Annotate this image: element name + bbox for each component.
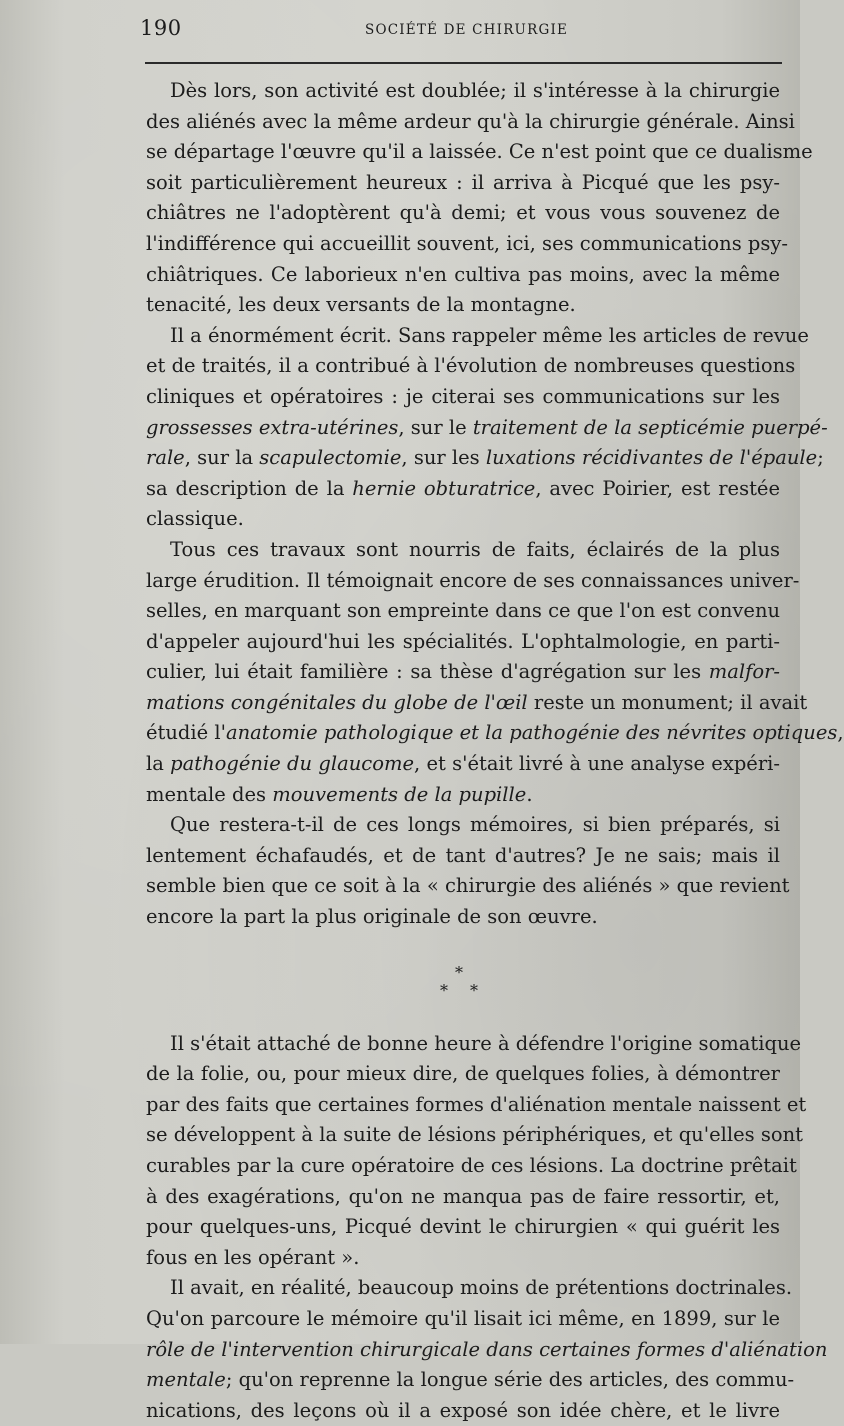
italic-run: rôle de l'intervention chirurgicale dans certaines formes d'aliénation [146, 1337, 828, 1361]
italic-run: hernie obturatrice [352, 476, 536, 500]
text-line [146, 1090, 807, 1121]
text-run: des aliénés avec la même ardeur qu'à la chirurgie générale. Ainsi [146, 109, 795, 133]
text-line [146, 627, 780, 658]
page-header [140, 16, 780, 46]
text-run: Il avait, en réalité, beaucoup moins de prétentions doctrinales. [170, 1276, 793, 1300]
text-line [146, 76, 780, 107]
italic-run: grossesses extra-utérines [146, 415, 399, 439]
text-run: fous en les opérant ». [146, 1245, 360, 1269]
text-line [146, 1151, 797, 1182]
text-line [146, 841, 780, 872]
text-line [146, 1212, 780, 1243]
text-run: étudié l' [146, 721, 226, 745]
header-rule [145, 62, 782, 64]
text-run: culier, lui était familière : sa thèse d'agrégation sur les [146, 660, 709, 684]
text-line [146, 229, 789, 260]
text-run: ; [817, 446, 824, 470]
italic-run: mations congénitales du globe de l'œil [146, 690, 528, 714]
text-run: Qu'on parcoure le mémoire qu'il lisait ici même, en 1899, sur le [146, 1306, 780, 1330]
text-run: soit particulièrement heureux : il arriva à Picqué que les psy- [146, 170, 780, 194]
text-run: de la folie, ou, pour mieux dire, de quelques folies, à démontrer [146, 1062, 780, 1086]
text-line [146, 1273, 793, 1304]
section-gap [146, 993, 780, 1029]
text-line [146, 351, 796, 382]
text-line [146, 382, 780, 413]
text-line [146, 1335, 828, 1366]
text-run: selles, en marquant son empreinte dans ce que l'on est convenu [146, 599, 781, 623]
text-run: , et s'était livré à une analyse expéri- [413, 752, 780, 776]
text-run: , avec Poirier, est restée [535, 476, 780, 500]
text-run: . [526, 782, 533, 806]
asterism-star: * [455, 962, 463, 982]
italic-run: scapulectomie [259, 446, 402, 470]
text-run: encore la part la plus originale de son œuvre. [146, 905, 598, 929]
text-line [146, 1182, 780, 1213]
text-line [146, 260, 780, 291]
text-run: et de traités, il a contribué à l'évolution de nombreuses questions [146, 354, 796, 378]
text-run: chiâtres ne l'adoptèrent qu'à demi; et vous vous souvenez de [146, 201, 780, 225]
text-run: , [837, 721, 844, 745]
text-line [146, 168, 780, 199]
text-run: l'indifférence qui accueillit souvent, ici, ses communications psy- [146, 231, 789, 255]
text-line [146, 1304, 780, 1335]
asterism-star: * [470, 980, 478, 1000]
text-line [146, 198, 780, 229]
text-run: classique. [146, 507, 244, 531]
italic-run: malfor- [708, 660, 780, 684]
text-line [146, 535, 780, 566]
italic-run: traitement de la septicémie puerpé- [472, 415, 828, 439]
text-run: , sur le [398, 415, 473, 439]
text-line [146, 718, 844, 749]
text-run: Il a énormément écrit. Sans rappeler même les articles de revue [170, 323, 809, 347]
text-run: d'appeler aujourd'hui les spécialités. L'ophtalmologie, en parti- [146, 629, 780, 653]
text-line [146, 871, 790, 902]
text-run: Tous ces travaux sont nourris de faits, éclairés de la plus [170, 537, 780, 561]
text-line [146, 1059, 780, 1090]
text-line [146, 413, 828, 444]
text-run: lentement échafaudés, et de tant d'autres? Je ne sais; mais il [146, 843, 780, 867]
text-line [146, 780, 780, 811]
page-number: 190 [140, 16, 182, 40]
text-line [146, 1396, 780, 1426]
text-line [146, 1029, 802, 1060]
text-line [146, 596, 780, 627]
text-line [146, 137, 813, 168]
text-run: large érudition. Il témoignait encore de ses connaissances univer- [146, 568, 800, 592]
text-run: , sur la [184, 446, 260, 470]
text-line [146, 321, 809, 352]
text-line [146, 810, 780, 841]
text-run: ; qu'on reprenne la longue série des articles, des commu- [225, 1368, 795, 1392]
text-run: pour quelques-uns, Picqué devint le chirurgien « qui guérit les [146, 1215, 780, 1239]
text-run: à des exagérations, qu'on ne manqua pas de faire ressortir, et, [146, 1184, 780, 1208]
text-line [146, 504, 780, 535]
asterism-star: * [440, 980, 448, 1000]
text-run: sa description de la [146, 476, 353, 500]
text-run: tenacité, les deux versants de la montagne. [146, 293, 576, 317]
text-run: mentale des [146, 782, 273, 806]
text-line [146, 688, 808, 719]
text-run: se développent à la suite de lésions périphériques, et qu'elles sont [146, 1123, 803, 1147]
running-head: SOCIÉTÉ DE CHIRURGIE [365, 22, 569, 38]
text-run: nications, des leçons où il a exposé son idée chère, et le livre [146, 1398, 780, 1422]
italic-run: mouvements de la pupille [272, 782, 527, 806]
asterism [146, 933, 780, 1000]
text-line [146, 749, 780, 780]
body-text [146, 76, 844, 1426]
text-line [146, 443, 824, 474]
text-line [146, 1365, 795, 1396]
text-run: chiâtriques. Ce laborieux n'en cultiva pas moins, avec la même [146, 262, 780, 286]
text-run: curables par la cure opératoire de ces lésions. La doctrine prêtait [146, 1154, 797, 1177]
italic-run: pathogénie du glaucome [170, 752, 414, 776]
text-line [146, 474, 780, 505]
text-run: Que restera-t-il de ces longs mémoires, si bien préparés, si [170, 813, 780, 837]
italic-run: mentale [146, 1368, 226, 1392]
text-line [146, 1243, 780, 1274]
italic-run: luxations récidivantes de l'épaule [485, 446, 818, 470]
text-run: par des faits que certaines formes d'aliénation mentale naissent et [146, 1092, 807, 1116]
text-run: Il s'était attaché de bonne heure à défendre l'origine somatique [170, 1031, 802, 1055]
italic-run: rale [146, 446, 185, 470]
text-run: reste un monument; il avait [527, 690, 808, 714]
text-line [146, 1120, 803, 1151]
text-run: Dès lors, son activité est doublée; il s'intéresse à la chirurgie [170, 79, 780, 102]
text-run: semble bien que ce soit à la « chirurgie des aliénés » que revient [146, 874, 790, 898]
text-run: cliniques et opératoires : je citerai ses communications sur les [146, 384, 780, 408]
italic-run: anatomie pathologique et la pathogénie des névrites optiques [226, 721, 838, 745]
text-line [146, 290, 780, 321]
text-line [146, 657, 780, 688]
text-line [146, 902, 780, 933]
text-run: la [146, 752, 171, 776]
text-run: se départage l'œuvre qu'il a laissée. Ce n'est point que ce dualisme [146, 140, 813, 164]
text-run: , sur les [401, 446, 486, 470]
text-line [146, 566, 800, 597]
text-line [146, 107, 795, 138]
